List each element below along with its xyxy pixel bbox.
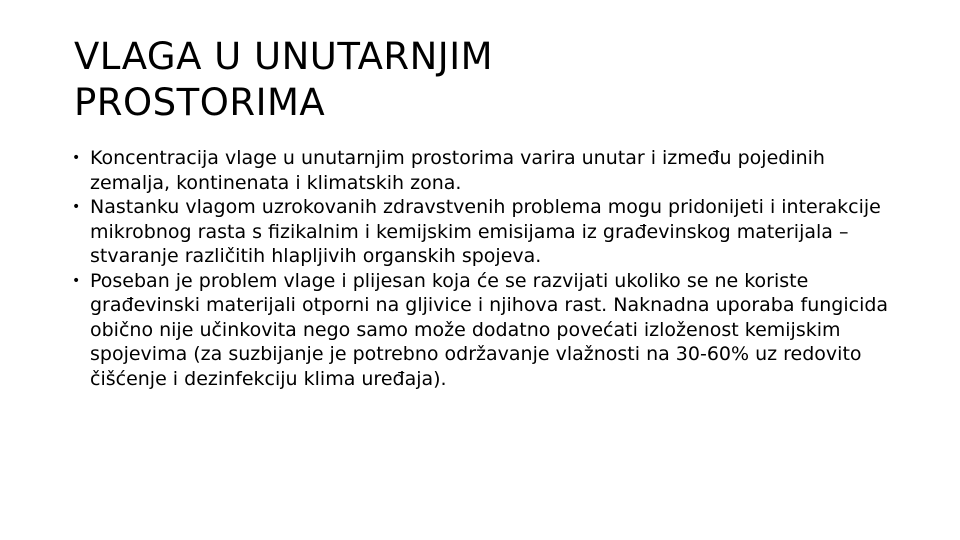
bullet-text: Poseban je problem vlage i plijesan koja će se razvijati ukoliko se ne koriste građevinski materijali otporni na gljivice i njihova rast. Naknadna uporaba fungicida obično nije učinkovita nego samo može dodatno povećati izloženost kemijskim spojevima (za suzbijanje je potrebno održavanje vlažnosti na 30-60% uz redovito čišćenje i dezinfekciju klima uređaja). (90, 269, 889, 390)
bullet-text: Nastanku vlagom uzrokovanih zdravstvenih problema mogu pridonijeti i interakcije mikrobnog rasta s fizikalnim i kemijskim emisijama iz građevinskog materijala – stvaranje različitih hlapljivih organskih spojeva. (90, 196, 881, 267)
slide-title-line-2: PROSTORIMA (74, 81, 326, 124)
bullet-icon: • (72, 199, 81, 215)
bullet-icon: • (72, 272, 81, 289)
slide-title (74, 34, 874, 126)
slide-title-line-1: VLAGA U UNUTARNJIM (74, 35, 494, 78)
bullet-text: Koncentracija vlage u unutarnjim prostorima varira unutar i između pojedinih zemalja, kontinenata i klimatskih zona. (90, 147, 825, 194)
bullet-item (72, 269, 892, 392)
bullet-item (72, 195, 892, 269)
bullet-list (72, 146, 892, 391)
bullet-item (72, 146, 892, 195)
bullet-icon: • (72, 150, 81, 166)
